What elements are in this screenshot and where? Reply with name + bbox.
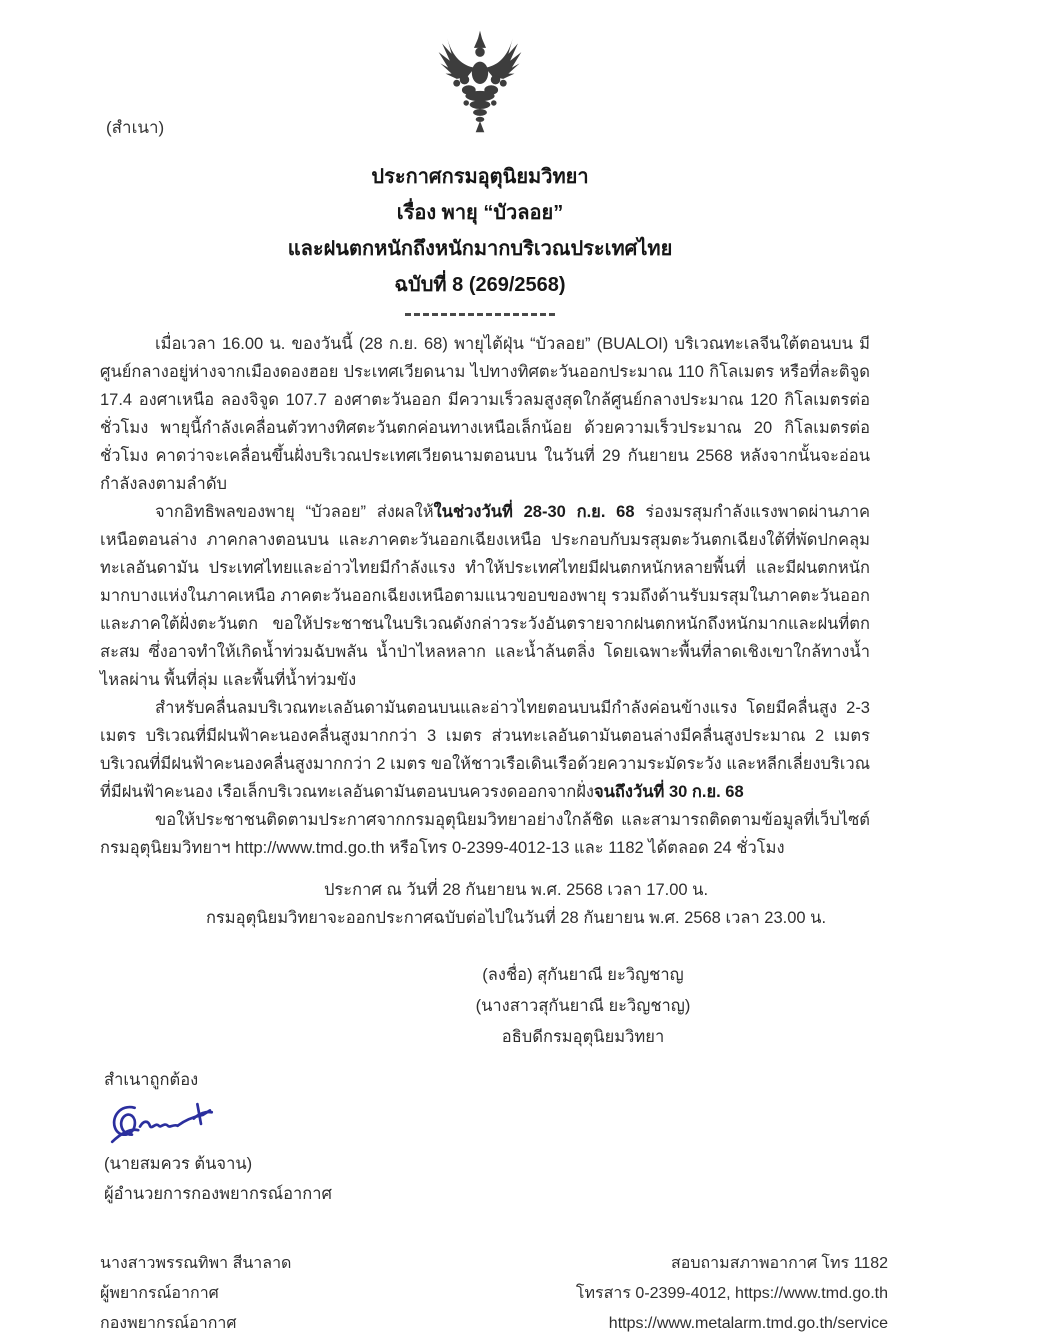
paragraph-4-text: ขอให้ประชาชนติดตามประกาศจากกรมอุตุนิยมวิทยาอย่างใกล้ชิด และสามารถติดตามข้อมูลที่เว็บไซต์ กรมอุตุนิยมวิทยาฯ http://www.tmd.go.th หรือโทร 0-2399-4012-13 และ 1182 ได้ตลอด 24 ชั่วโมง	[100, 811, 870, 857]
forecaster-name: นางสาวพรรณทิพา สีนาลาด	[100, 1255, 292, 1272]
paragraph-3-pre: สำหรับคลื่นลมบริเวณทะเลอันดามันตอนบนและอ่าวไทยตอนบนมีกำลังค่อนข้างแรง โดยมีคลื่นสูง 2-3 เมตร บริเวณที่มีฝนฟ้าคะนองคลื่นสูงมากกว่า 3 เมตร ส่วนทะเลอันดามันตอนล่างมีคลื่นสูงประมาณ 2 เมตร บริเวณที่มีฝนฟ้าคะนองคลื่นสูงมากกว่า 2 เมตร ขอให้ชาวเรือเดินเรือด้วยความระมัดระวัง และหลีกเลี่ยงบริเวณที่มีฝนฟ้าคะนอง เรือเล็กบริเวณทะเลอันดามันตอนบนควรงดออกจากฝั่ง	[100, 699, 870, 801]
issued-block	[36, 876, 996, 932]
forecaster-division: กองพยากรณ์อากาศ	[100, 1315, 237, 1332]
paragraph-2-post: ร่องมรสุมกำลังแรงพาดผ่านภาคเหนือตอนล่าง ภาคกลางตอนบน และภาคตะวันออกเฉียงเหนือ ประกอบกับมรสุมตะวันตกเฉียงใต้ที่พัดปกคลุมทะเลอันดามัน ประเทศไทยและอ่าวไทยมีกำลังแรง ทำให้ประเทศไทยมีฝนตกหนักหลายพื้นที่ และมีฝนตกหนักมากบางแห่งในภาคเหนือ ภาคตะวันออกเฉียงเหนือตามแนวขอบของพายุ รวมถึงด้านรับมรสุมในภาคตะวันออกและภาคใต้ฝั่งตะวันตก ขอให้ประชาชนในบริเวณดังกล่าวระวังอันตรายจากฝนตกหนักถึงหนักมากและฝนที่ตกสะสม ซึ่งอาจทำให้เกิดน้ำท่วมฉับพลัน น้ำป่าไหลหลาก และน้ำล้นตลิ่ง โดยเฉพาะพื้นที่ลาดเชิงเขาใกล้ทางน้ำไหลผ่าน พื้นที่ลุ่ม และพื้นที่น้ำท่วมขัง	[100, 503, 871, 689]
title-line-4: ฉบับที่ 8 (269/2568)	[394, 274, 566, 296]
footer-forecaster-block	[100, 1249, 291, 1339]
paragraph-2-pre: จากอิทธิพลของพายุ “บัวลอย” ส่งผลให้	[155, 503, 434, 521]
footer-contact-block	[576, 1249, 888, 1339]
document-title-block	[0, 159, 960, 303]
handwritten-signature-icon	[106, 1097, 226, 1149]
title-line-2: เรื่อง พายุ “บัวลอย”	[396, 202, 564, 224]
title-line-1: ประกาศกรมอุตุนิยมวิทยา	[371, 166, 589, 188]
signatory-name-line: (นางสาวสุกันยาณี ยะวิญชาญ)	[475, 997, 691, 1015]
paragraph-1-text: เมื่อเวลา 16.00 น. ของวันนี้ (28 ก.ย. 68) พายุไต้ฝุ่น “บัวลอย” (BUALOI) บริเวณทะเลจีนใต้ตอนบน มีศูนย์กลางอยู่ห่างจากเมืองดองฮอย ประเทศเวียดนาม ไปทางทิศตะวันออกประมาณ 110 กิโลเมตร หรือที่ละติจูด 17.4 องศาเหนือ ลองจิจูด 107.7 องศาตะวันออก มีความเร็วลมสูงสุดใกล้ศูนย์กลางประมาณ 120 กิโลเมตรต่อชั่วโมง พายุนี้กำลังเคลื่อนตัวทางทิศตะวันตกค่อนทางเหนือเล็กน้อย ด้วยความเร็วประมาณ 20 กิโลเมตรต่อชั่วโมง คาดว่าจะเคลื่อนขึ้นฝั่งบริเวณประเทศเวียดนามตอนบน ในวันที่ 29 กันยายน 2568 หลังจากนั้นจะอ่อนกำลังลงตามลำดับ	[100, 335, 870, 493]
forecaster-title: ผู้พยากรณ์อากาศ	[100, 1285, 219, 1302]
copy-label: (สำเนา)	[106, 118, 165, 137]
signatory-block	[103, 960, 1063, 1053]
paragraph-sea-waves	[100, 694, 870, 806]
contact-phone-line: สอบถามสภาพอากาศ โทร 1182	[670, 1255, 888, 1272]
document-footer	[100, 1249, 888, 1339]
certified-copy-label: สำเนาถูกต้อง	[104, 1071, 199, 1089]
dashed-separator	[405, 313, 555, 316]
paragraph-2-bold-dates: ในช่วงวันที่ 28-30 ก.ย. 68	[433, 503, 635, 521]
paragraph-3-bold-date: จนถึงวันที่ 30 ก.ย. 68	[593, 783, 744, 801]
garuda-emblem-icon	[428, 28, 532, 140]
issued-line-1: ประกาศ ณ วันที่ 28 กันยายน พ.ศ. 2568 เวลา 17.00 น.	[323, 881, 709, 899]
certifier-position: ผู้อำนวยการกองพยากรณ์อากาศ	[104, 1185, 333, 1203]
paragraph-contact-info	[100, 806, 870, 862]
certifier-name: (นายสมควร ต้นจาน)	[104, 1155, 253, 1173]
contact-metalarm-line: https://www.metalarm.tmd.go.th/service	[608, 1315, 888, 1332]
contact-fax-website-line: โทรสาร 0-2399-4012, https://www.tmd.go.th	[575, 1285, 888, 1302]
title-line-3: และฝนตกหนักถึงหนักมากบริเวณประเทศไทย	[287, 238, 673, 260]
signatory-signed-line: (ลงชื่อ) สุกันยาณี ยะวิญชาญ	[482, 966, 684, 984]
signatory-position-line: อธิบดีกรมอุตุนิยมวิทยา	[501, 1028, 665, 1046]
document-body	[100, 330, 870, 862]
paragraph-impact	[100, 498, 870, 694]
certification-block	[104, 1065, 960, 1209]
paragraph-storm-position	[100, 330, 870, 498]
issued-line-2: กรมอุตุนิยมวิทยาจะออกประกาศฉบับต่อไปในวันที่ 28 กันยายน พ.ศ. 2568 เวลา 23.00 น.	[205, 909, 827, 927]
